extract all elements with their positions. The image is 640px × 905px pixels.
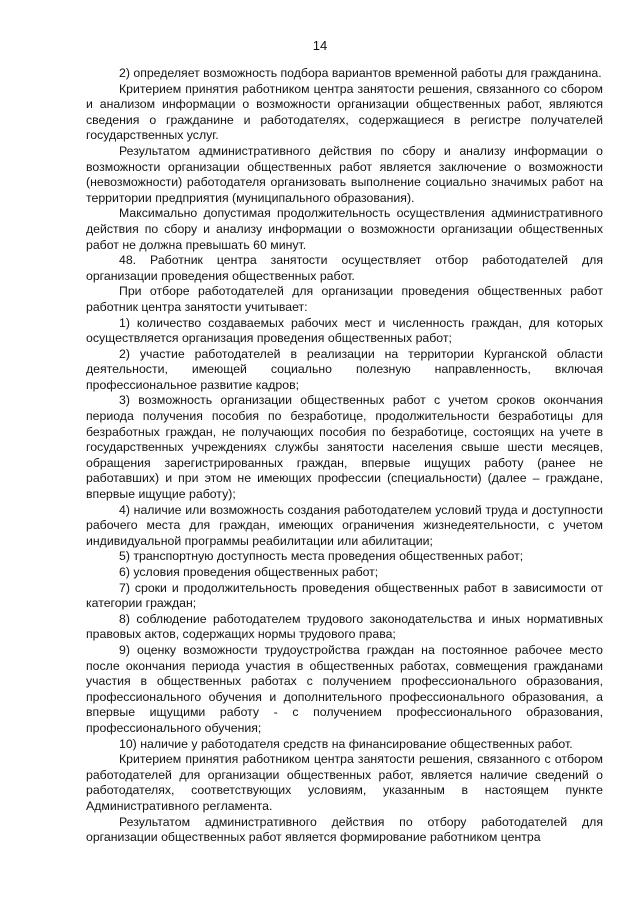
paragraph-clause-48: 48. Работник центра занятости осуществляет отбор работодателей для организации проведения общественных работ. <box>86 253 603 283</box>
document-body <box>86 66 603 846</box>
paragraph-item-2-continuation: 2) определяет возможность подбора вариантов временной работы для гражданина. <box>119 66 602 80</box>
list-item-10: 10) наличие у работодателя средств на финансирование общественных работ. <box>119 736 573 751</box>
paragraph-selection-result: Результатом административного действия по отбору работодателей для организации общественных работ является формирование работником центра <box>86 814 603 845</box>
paragraph-collection-criterion: Критерием принятия работником центра занятости решения, связанного со сбором и анализом информации о возможности организации общественных работ, являются сведения о гражданине и работодателях, содержащиеся в регистре получателей государственных услуг. <box>86 81 603 143</box>
paragraph-collection-result: Результатом административного действия по сбору и анализу информации о возможности организации общественных работ является заключение о возможности (невозможности) работодателя организовать выполнение социально значимых работ на территории предприятия (муниципального образования). <box>86 143 603 205</box>
list-item-2: 2) участие работодателей в реализации на территории Курганской области деятельности, имеющей социально полезную направленность, включая профессиональное развитие кадров; <box>86 346 603 392</box>
list-item-6: 6) условия проведения общественных работ; <box>119 565 379 579</box>
list-item-1: 1) количество создаваемых рабочих мест и численность граждан, для которых осуществляется организация проведения общественных работ; <box>86 315 603 346</box>
paragraph-selection-criterion: Критерием принятия работником центра занятости решения, связанного с отбором работодателей для организации общественных работ, является наличие сведений о работодателях, соответствующих условиям, указанным в настоящем пункте Административного регламента. <box>86 752 603 813</box>
paragraph-selection-intro: При отборе работодателей для организации проведения общественных работ работник центра занятости учитывает: <box>86 284 603 314</box>
list-item-7: 7) сроки и продолжительность проведения общественных работ в зависимости от категории граждан; <box>86 580 603 611</box>
paragraph-collection-duration: Максимально допустимая продолжительность осуществления административного действия по сбору и анализу информации о возможности организации общественных работ не должна превышать 60 минут. <box>86 206 603 252</box>
list-item-3: 3) возможность организации общественных работ с учетом сроков окончания периода получения пособия по безработице, продолжительности безработицы для безработных граждан, не получающих пособия по безработице, состоящих на учете в государственных учреждениях службы занятости населения свыше шести месяцев, обращения зарегистрированных граждан, впервые ищущих работу (ранее не работавших) и при этом не имеющих профессии (специальности) (далее – граждане, впервые ищущие работу); <box>86 393 603 502</box>
list-item-9: 9) оценку возможности трудоустройства граждан на постоянное рабочее место после окончания периода участия в общественных работах, совмещения гражданами участия в общественных работах с получением профессионального образования, профессионального обучения и дополнительного профессионального образования, а впервые ищущими работу - с получением профессионального образования, профессионального обучения; <box>86 642 603 735</box>
list-item-8: 8) соблюдение работодателем трудового законодательства и иных нормативных правовых актов, содержащих нормы трудового права; <box>86 611 603 642</box>
page-number: 14 <box>312 38 328 53</box>
list-item-4: 4) наличие или возможность создания работодателем условий труда и доступности рабочего места для граждан, имеющих ограничения жизнедеятельности, с учетом индивидуальной программы реабилитации или абилитации; <box>86 502 603 548</box>
list-item-5: 5) транспортную доступность места проведения общественных работ; <box>119 549 524 564</box>
